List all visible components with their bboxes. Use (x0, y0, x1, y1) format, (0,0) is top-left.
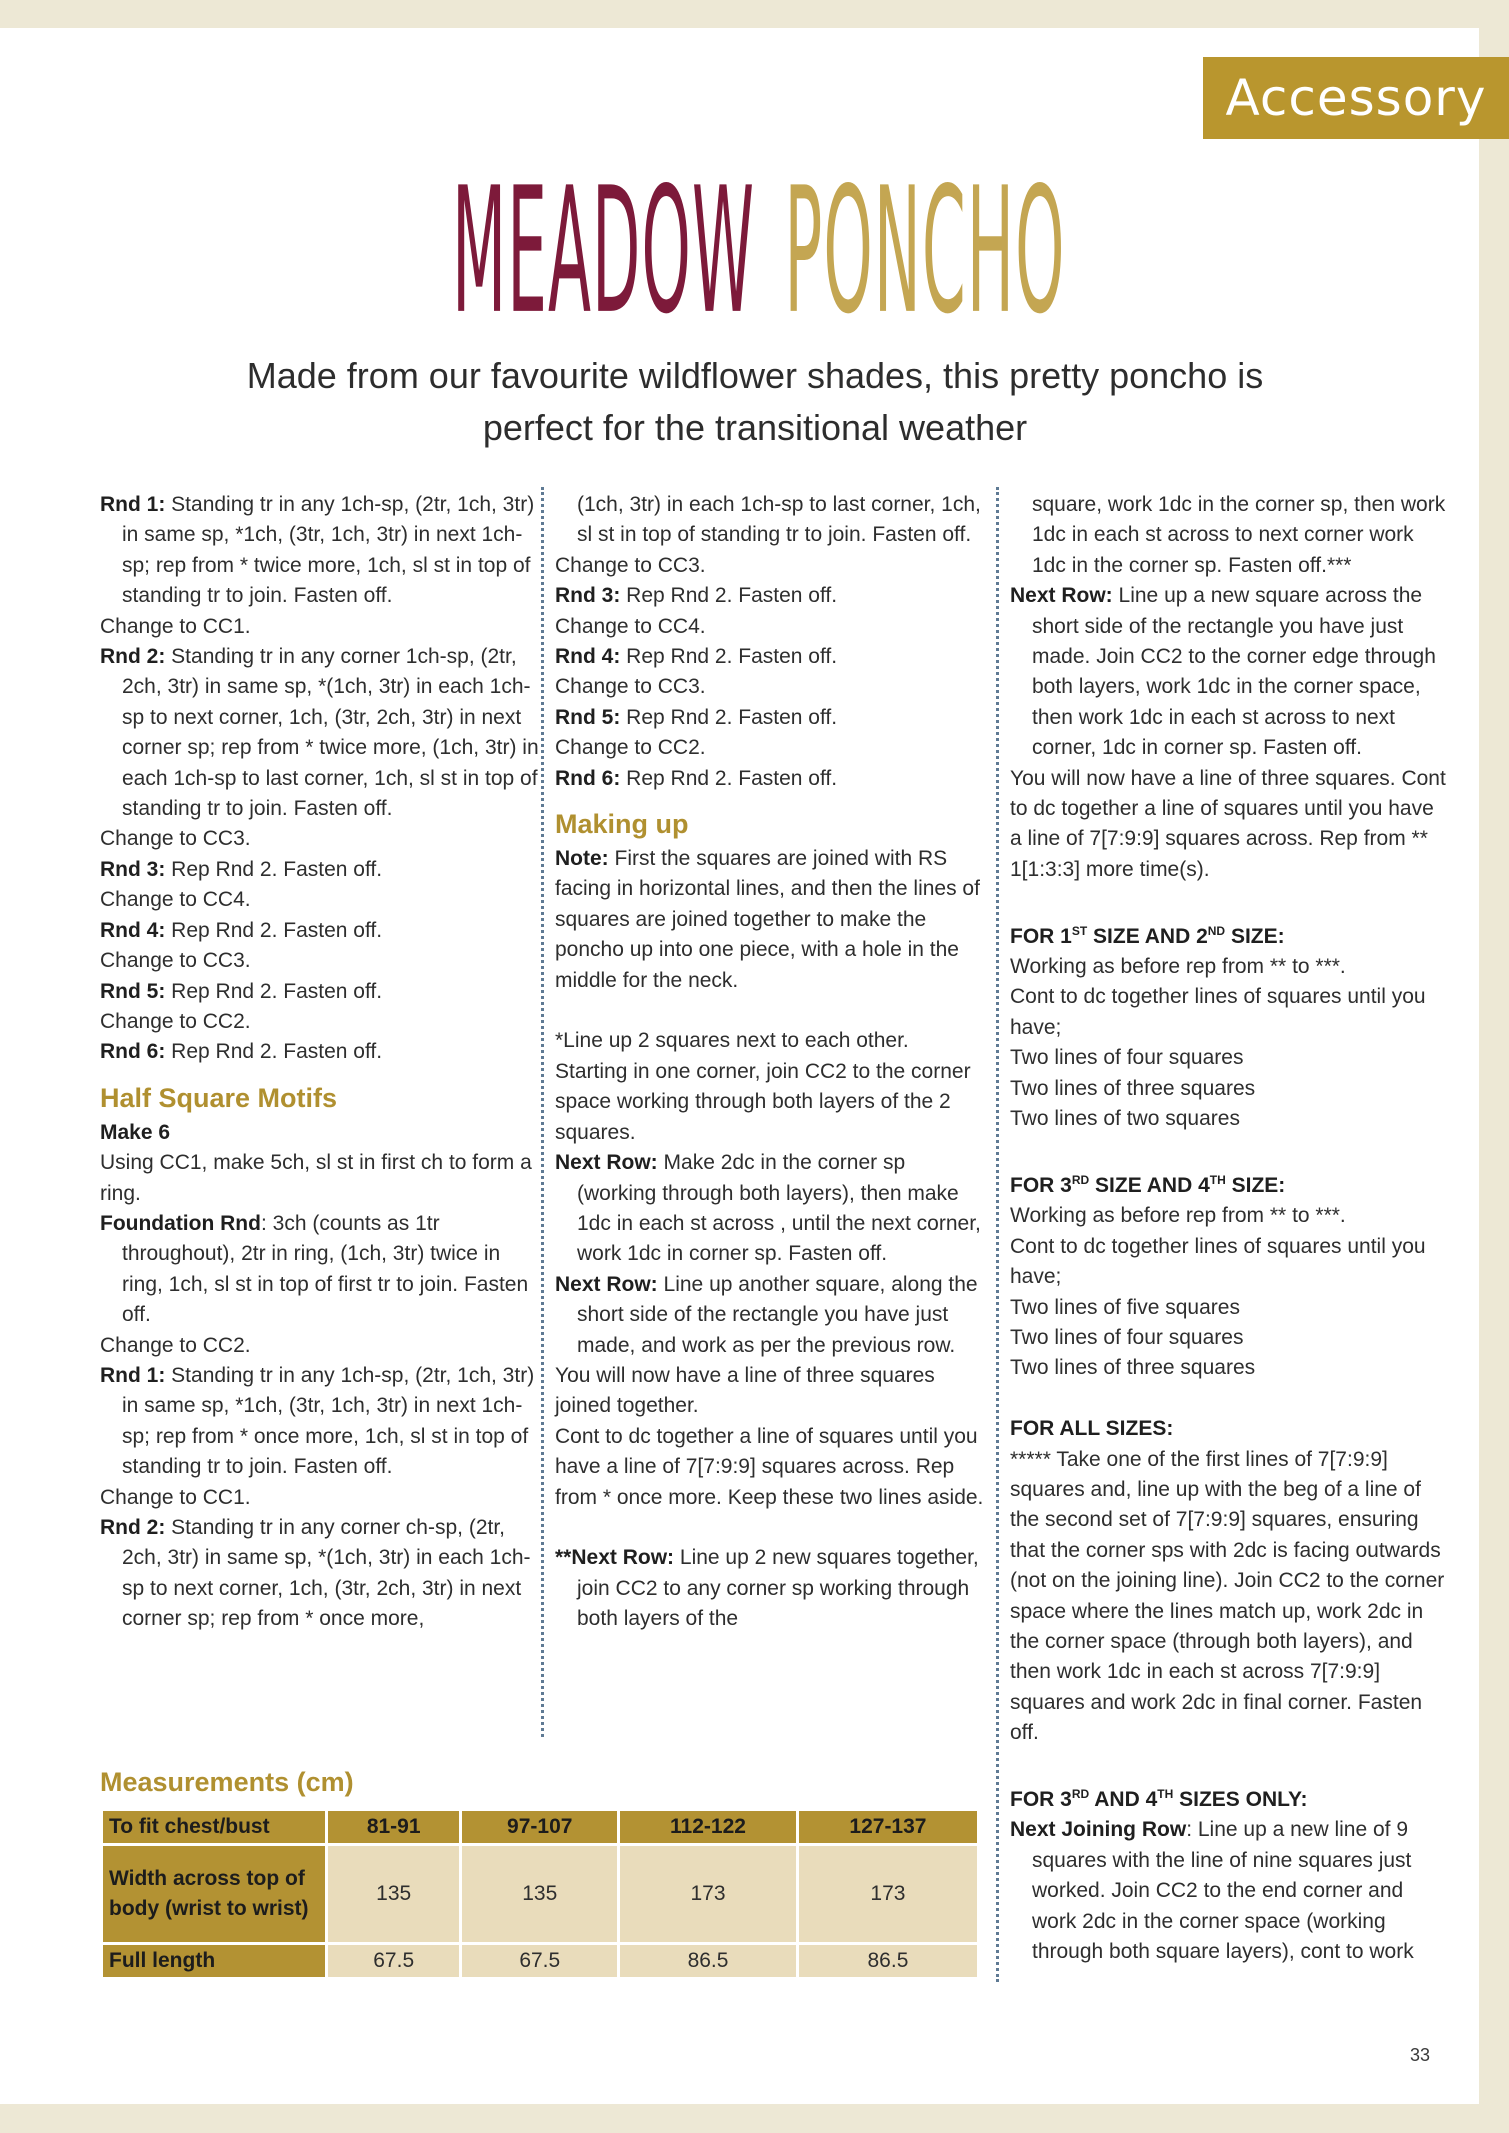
step-text: Line up 2 new squares together, join CC2 to any corner sp working through both layers of the (577, 1546, 979, 1631)
step-text: Standing tr in any corner 1ch-sp, (2tr, 2ch, 3tr) in same sp, *(1ch, 3tr) in each 1ch-sp to next corner, 1ch, (3tr, 2ch, 3tr) in next corner sp; rep from * twice more, (1ch, 3tr) in each 1ch-sp to last corner, 1ch, sl st in top of standing tr to join. Fasten off. (122, 645, 539, 821)
step-prefix: ** (555, 1546, 572, 1570)
table-cell: 173 (620, 1846, 796, 1942)
heading-part: SIZE AND 4 (1089, 1173, 1210, 1197)
heading-part: AND 4 (1089, 1788, 1158, 1811)
step-label: Next Row: (555, 1272, 658, 1296)
table-cell: 173 (799, 1846, 977, 1942)
heading-part: SIZE: (1225, 924, 1285, 948)
column-3 (1010, 490, 1450, 1967)
table-cell: 86.5 (620, 1945, 796, 1977)
instruction (100, 1037, 540, 1067)
instruction: Change to CC2. (555, 736, 706, 760)
instruction (1010, 581, 1450, 763)
instruction (555, 1148, 985, 1270)
title-word-poncho: PONCHO (784, 151, 1066, 353)
table-cell: 135 (328, 1846, 459, 1942)
instruction: Change to CC4. (555, 614, 706, 638)
step-text: Make 2dc in the corner sp (working through both layers), then make 1dc in each st across , until the next corner, work 1dc in corner sp. Fasten off. (577, 1151, 981, 1266)
instruction: Change to CC3. (100, 949, 251, 973)
step-label: Next Joining Row (1010, 1818, 1187, 1842)
table-cell: 86.5 (799, 1945, 977, 1977)
subtitle-line-1: Made from our favourite wildflower shades, this pretty poncho is (246, 355, 1264, 396)
instruction: ***** Take one of the first lines of 7[7:9:9] squares and, line up with the beg of a line of the second set of 7[7:9:9] squares, ensuring that the corner sps with 2dc is facing outwards (not on the joining line). Join CC2 to the corner space where the lines match up, work 2dc in the corner space (through both layers), and then work 1dc in each st across 7[7:9:9] squares and work 2dc in final corner. Fasten off. (1010, 1447, 1445, 1745)
instruction: Two lines of three squares (1010, 1076, 1256, 1100)
table-header-cell: 81-91 (328, 1811, 459, 1843)
step-text: 3ch (counts as 1tr throughout), 2tr in ring, (1ch, 3tr) twice in ring, 1ch, sl st in top of first tr to join. Fasten off. (122, 1211, 529, 1327)
table-cell: 135 (462, 1846, 617, 1942)
step-label: Rnd 2: (100, 645, 166, 669)
heading-ordinal: RD (1071, 1787, 1090, 1801)
make-count (100, 1118, 540, 1148)
instruction (100, 916, 540, 946)
instruction: Cont to dc together a line of squares until you have a line of 7[7:9:9] squares across. Rep from * once more. Keep these two lines aside. (555, 1424, 984, 1509)
table-header-cell: 112-122 (620, 1811, 796, 1843)
step-text: Standing tr in any corner ch-sp, (2tr, 2ch, 3tr) in same sp, *(1ch, 3tr) in each 1ch-sp to next corner, 1ch, (3tr, 2ch, 3tr) in next corner sp; rep from * once more, (122, 1516, 531, 1631)
step-text: Rep Rnd 2. Fasten off. (626, 705, 838, 729)
instruction (555, 844, 985, 996)
instruction (100, 490, 540, 612)
table-header-cell: To fit chest/bust (103, 1811, 325, 1843)
step-text: Standing tr in any 1ch-sp, (2tr, 1ch, 3tr) in same sp, *1ch, (3tr, 1ch, 3tr) in next 1ch-sp; rep from * once more, 1ch, sl st in top of standing tr to join. Fasten off. (122, 1363, 535, 1479)
page-number: 33 (1410, 2045, 1431, 2065)
instruction: Two lines of two squares (1010, 1107, 1240, 1131)
instruction (555, 581, 985, 611)
size-heading (1010, 916, 1450, 952)
step-label: Next Row: (571, 1546, 675, 1570)
table-header-cell: 127-137 (799, 1811, 977, 1843)
column-2 (555, 490, 985, 1635)
note-text: First the squares are joined with RS facing in horizontal lines, and then the lines of squares are joined together to make the poncho up into one piece, with a hole in the middle for the neck. (555, 847, 980, 992)
instruction: Cont to dc together lines of squares until you have; (1010, 1234, 1426, 1289)
step-text: Rep Rnd 2. Fasten off. (626, 645, 838, 669)
step-text: square, work 1dc in the corner sp, then work 1dc in each st across to next corner work 1dc in the corner sp. Fasten off.*** (1032, 493, 1446, 577)
measurements-title: Measurements (cm) (100, 1767, 354, 1797)
section-heading: Making up (555, 809, 689, 840)
instruction (555, 1270, 985, 1361)
step-text: Line up another square, along the short side of the rectangle you have just made, and work as per the previous row. (577, 1272, 978, 1357)
instruction: Two lines of five squares (1010, 1295, 1240, 1319)
instruction: Two lines of four squares (1010, 1325, 1244, 1349)
instruction: Cont to dc together lines of squares until you have; (1010, 985, 1426, 1039)
row-label: Width across top of body (wrist to wrist) (103, 1846, 325, 1942)
instruction: You will now have a line of three squares joined together. (555, 1363, 935, 1418)
instruction (555, 703, 985, 733)
note-label: Note: (555, 847, 609, 871)
size-heading: FOR ALL SIZES: (1010, 1417, 1174, 1441)
step-text: Rep Rnd 2. Fasten off. (626, 766, 838, 790)
instruction: Two lines of four squares (1010, 1046, 1244, 1070)
heading-ordinal: ND (1207, 923, 1226, 938)
heading-part: FOR 1 (1010, 924, 1072, 948)
heading-part: SIZE AND 2 (1087, 924, 1208, 948)
instruction (100, 977, 540, 1007)
instruction (555, 490, 985, 551)
instruction: Change to CC2. (100, 1009, 251, 1033)
step-text: Rep Rnd 2. Fasten off. (171, 857, 383, 881)
instruction (100, 642, 540, 824)
instruction: Change to CC3. (555, 553, 706, 577)
instruction: Using CC1, make 5ch, sl st in first ch to form a ring. (100, 1151, 532, 1205)
step-text: Line up a new line of 9 squares with the line of nine squares just worked. Join CC2 to the end corner and work 2dc in the corner space (working through both square layers), cont to work (1032, 1818, 1414, 1964)
step-label: Rnd 3: (555, 584, 621, 608)
step-text: (1ch, 3tr) in each 1ch-sp to last corner, 1ch, sl st in top of standing tr to join. Fasten off. (577, 493, 981, 547)
step-label: Rnd 1: (100, 493, 166, 516)
colon: : (1186, 1818, 1193, 1842)
heading-part: FOR 3 (1010, 1788, 1072, 1811)
step-label: Next Row: (555, 1151, 658, 1175)
instruction (100, 1209, 540, 1331)
heading-ordinal: ST (1071, 923, 1088, 938)
step-label: Rnd 4: (100, 918, 166, 942)
heading-ordinal: RD (1071, 1172, 1090, 1187)
measurements-table (100, 1808, 980, 1980)
step-text: Line up a new square across the short side of the rectangle you have just made. Join CC2 to the corner edge through both layers, work 1dc in the corner space, then work 1dc in each st across to next corner, 1dc in corner sp. Fasten off. (1032, 584, 1436, 760)
step-label: Rnd 3: (100, 857, 166, 881)
step-label: Rnd 5: (555, 705, 621, 729)
instruction: Change to CC2. (100, 1333, 251, 1357)
make-count-text: Make 6 (100, 1120, 171, 1144)
step-label: Rnd 2: (100, 1516, 166, 1539)
instruction (100, 855, 540, 885)
step-label: Rnd 4: (555, 645, 621, 669)
section-tag: Accessory (1203, 57, 1509, 139)
step-label: Foundation Rnd (100, 1211, 261, 1235)
step-text: Rep Rnd 2. Fasten off. (171, 1040, 383, 1064)
step-label: Next Row: (1010, 584, 1113, 608)
heading-part: SIZE: (1225, 1173, 1286, 1197)
instruction: Two lines of three squares (1010, 1356, 1256, 1380)
table-header-row (103, 1811, 977, 1843)
column-divider (996, 487, 999, 1982)
colon: : (260, 1211, 267, 1235)
section-heading: Half Square Motifs (100, 1082, 338, 1113)
instruction (1010, 1815, 1450, 1967)
instruction: *Line up 2 squares next to each other. Starting in one corner, join CC2 to the corner space working through both layers of the 2 squares. (555, 1029, 971, 1144)
instruction (1010, 490, 1450, 581)
instruction (100, 1361, 540, 1483)
instruction (555, 764, 985, 794)
step-label: Rnd 1: (100, 1363, 166, 1387)
step-label: Rnd 6: (555, 766, 621, 790)
instruction (100, 1513, 540, 1635)
size-heading (1010, 1165, 1450, 1201)
instruction: Change to CC1. (100, 1485, 251, 1509)
heading-ordinal: TH (1209, 1172, 1226, 1187)
instruction: You will now have a line of three squares. Cont to dc together a line of squares until you have a line of 7[7:9:9] squares across. Rep from ** 1[1:3:3] more time(s). (1010, 766, 1446, 881)
subtitle-line-2: perfect for the transitional weather (482, 407, 1028, 448)
table-cell: 67.5 (462, 1945, 617, 1977)
subtitle (150, 350, 1360, 454)
step-text: Rep Rnd 2. Fasten off. (626, 584, 838, 608)
heading-part: SIZES ONLY: (1173, 1788, 1308, 1811)
step-label: Rnd 6: (100, 1040, 166, 1064)
table-cell: 67.5 (328, 1945, 459, 1977)
step-text: Rep Rnd 2. Fasten off. (171, 979, 383, 1003)
instruction: Change to CC1. (100, 614, 251, 638)
instruction: Working as before rep from ** to ***. (1010, 955, 1346, 979)
instruction: Change to CC4. (100, 888, 251, 912)
column-1 (100, 490, 540, 1635)
instruction (555, 642, 985, 672)
step-text: Rep Rnd 2. Fasten off. (171, 918, 383, 942)
step-text: Standing tr in any 1ch-sp, (2tr, 1ch, 3tr) in same sp, *1ch, (3tr, 1ch, 3tr) in next 1ch-sp; rep from * twice more, 1ch, sl st in top of standing tr to join. Fasten off. (122, 493, 535, 608)
column-divider (541, 487, 544, 1737)
page-title (0, 152, 1509, 352)
table-row (103, 1846, 977, 1942)
size-heading (1010, 1779, 1450, 1815)
step-label: Rnd 5: (100, 979, 166, 1003)
table-header-cell: 97-107 (462, 1811, 617, 1843)
instruction (555, 1543, 985, 1634)
instruction: Change to CC3. (555, 675, 706, 699)
heading-part: FOR 3 (1010, 1173, 1072, 1197)
row-label: Full length (103, 1945, 325, 1977)
instruction: Working as before rep from ** to ***. (1010, 1204, 1346, 1228)
table-row (103, 1945, 977, 1977)
instruction: Change to CC3. (100, 827, 251, 851)
title-word-meadow: MEADOW (451, 151, 755, 353)
heading-ordinal: TH (1157, 1787, 1174, 1801)
